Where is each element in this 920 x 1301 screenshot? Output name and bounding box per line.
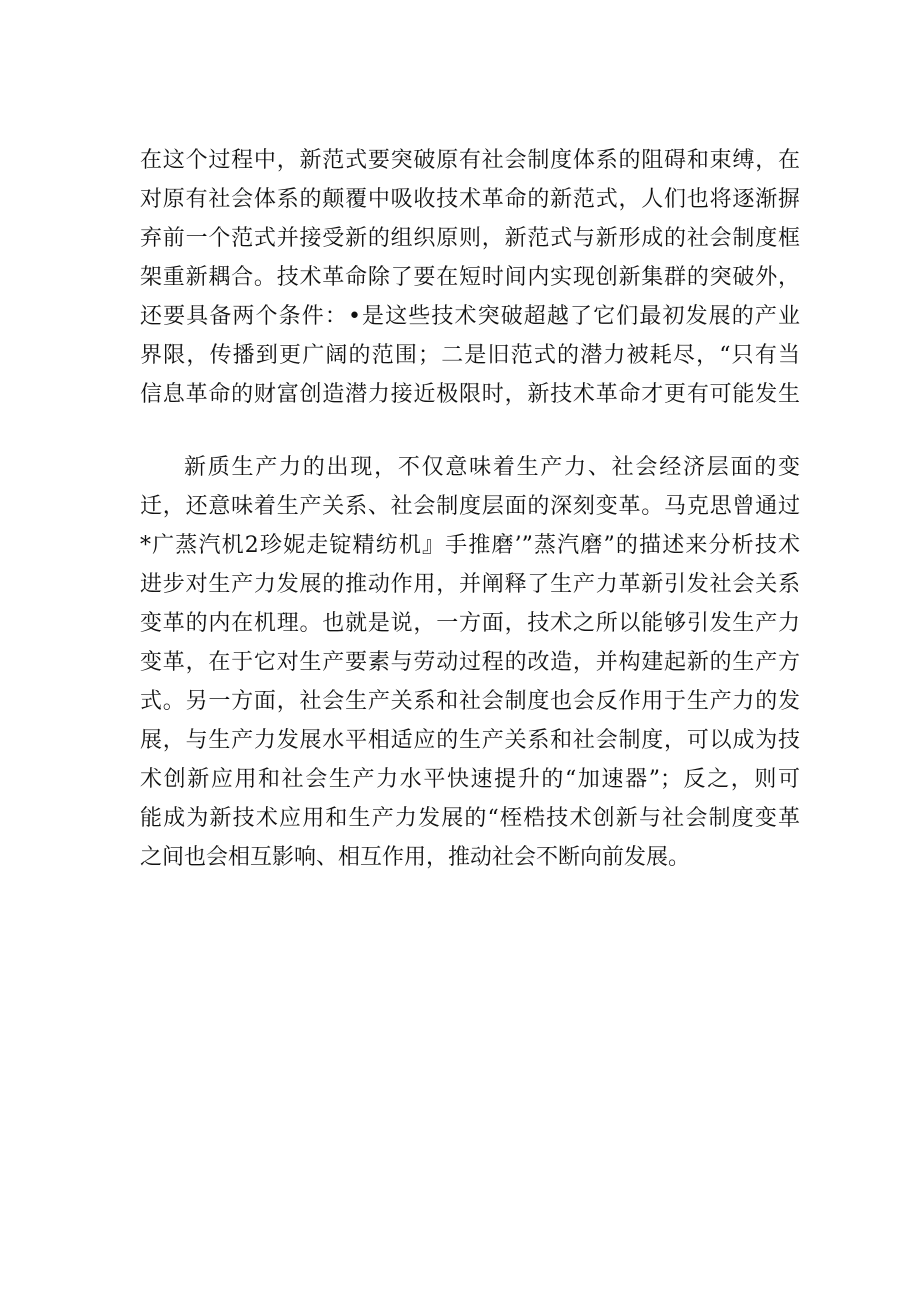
text-line: 弃前一个范式并接受新的组织原则，新范式与新形成的社会制度框 bbox=[140, 226, 800, 251]
text-line: 新质生产力的出现，不仅意味着生产力、社会经济层面的变 bbox=[184, 455, 800, 480]
text-line: 界限，传播到更广阔的范围；二是旧范式的潜力被耗尽，“只有当 bbox=[140, 343, 800, 368]
text-line: 术创新应用和社会生产力水平快速提升的“加速器”；反之，则可 bbox=[140, 767, 800, 792]
text-line: *广蒸汽机2珍妮走锭精纺机』手推磨’”蒸汽磨”的描述来分析技术 bbox=[140, 533, 800, 558]
text-line: 之间也会相互影响、相互作用，推动社会不断向前发展。 bbox=[140, 845, 691, 870]
text-line: 架重新耦合。技术革命除了要在短时间内实现创新集群的突破外， bbox=[140, 265, 800, 290]
text-line: 式。另一方面，社会生产关系和社会制度也会反作用于生产力的发 bbox=[140, 689, 800, 714]
text-line: 在这个过程中，新范式要突破原有社会制度体系的阻碍和束缚，在 bbox=[140, 148, 800, 173]
paragraph-1 bbox=[140, 141, 800, 414]
text-line: 展，与生产力发展水平相适应的生产关系和社会制度，可以成为技 bbox=[140, 728, 800, 753]
paragraph-2 bbox=[140, 448, 800, 877]
text-line: 对原有社会体系的颠覆中吸收技术革命的新范式，人们也将逐渐摒 bbox=[140, 187, 800, 212]
text-line: 变革，在于它对生产要素与劳动过程的改造，并构建起新的生产方 bbox=[140, 650, 800, 675]
text-line: 进步对生产力发展的推动作用，并阐释了生产力革新引发社会关系 bbox=[140, 572, 800, 597]
text-line: 还要具备两个条件：•是这些技术突破超越了它们最初发展的产业 bbox=[140, 304, 800, 329]
text-line: 能成为新技术应用和生产力发展的“桎梏技术创新与社会制度变革 bbox=[140, 806, 800, 831]
text-line: 变革的内在机理。也就是说，一方面，技术之所以能够引发生产力 bbox=[140, 611, 800, 636]
text-line: 信息革命的财富创造潜力接近极限时，新技术革命才更有可能发生 bbox=[140, 382, 800, 407]
text-line: 迁，还意味着生产关系、社会制度层面的深刻变革。马克思曾通过 bbox=[140, 494, 800, 519]
